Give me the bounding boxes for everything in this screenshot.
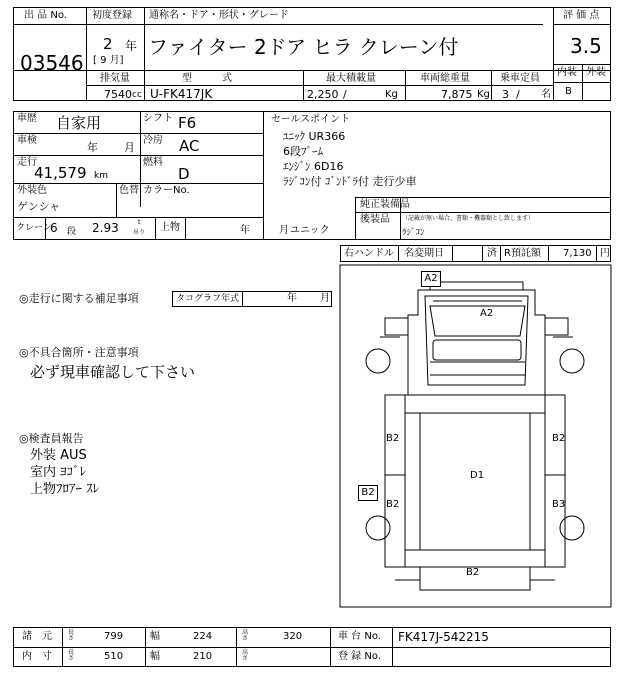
spec-length-label: 長さ [67, 629, 74, 642]
mileage-value: 41,579 [34, 164, 87, 182]
inspector-line-3: 上物ﾌﾛｱｰ ｽﾚ [30, 482, 100, 497]
wheel-rear-left [366, 516, 390, 540]
damage-code-b2-box: B2 [358, 485, 378, 501]
crane-stage-unit: 段 [67, 227, 77, 237]
max-load-separator: / [343, 88, 347, 101]
sales-point-2: 6段ﾌﾞｰﾑ [283, 145, 323, 158]
history-value: 自家用 [56, 114, 102, 132]
gross-weight-label: 車両総重量 [420, 73, 470, 84]
damage-code-b3-right: B3 [552, 499, 566, 510]
model-type-label: 型 式 [182, 73, 232, 84]
displacement-label: 排気量 [100, 73, 130, 84]
defects-title: ◎不具合箇所・注意事項 [19, 346, 139, 359]
chassis-number: FK417J-542215 [398, 630, 489, 644]
recycle-deposit-label: R預託額 [504, 248, 541, 259]
damage-code-b2-lower-left: B2 [386, 499, 400, 510]
tachograph-month-unit: 月 [320, 293, 330, 304]
interior-grade: B [565, 86, 572, 97]
spec-dimensions-label: 諸 元 [22, 631, 52, 642]
gross-weight-unit: Kg [477, 89, 490, 100]
recycle-unit: 円 [600, 248, 610, 259]
damage-code-a2-cab: A2 [480, 308, 494, 319]
max-load-unit: Kg [385, 89, 398, 100]
interior-dimensions-label: 内 寸 [22, 651, 52, 662]
spec-height-value: 320 [283, 631, 303, 642]
mileage-label: 走行 [17, 157, 37, 168]
upper-year-unit: 年 [240, 225, 250, 236]
wheel-front-left [366, 349, 390, 373]
registration-year-unit: 年 [125, 39, 138, 53]
spec-height-label: 高さ [241, 629, 248, 642]
damage-code-d1: D1 [470, 470, 485, 481]
crane-hook-unit: 吊り [133, 229, 146, 236]
interior-width-value: 210 [193, 651, 213, 662]
spec-width-value: 224 [193, 631, 213, 642]
fuel-label: 燃料 [143, 157, 163, 168]
spec-length-value: 799 [104, 631, 124, 642]
interior-grade-label: 内装 [557, 67, 577, 78]
mileage-unit: km [94, 171, 108, 181]
mirror-right [545, 318, 568, 335]
upper-body-label: 上物 [160, 222, 180, 233]
upper-maker: ユニック [290, 225, 330, 236]
aftermarket-item: ﾗｼﾞｺﾝ [402, 228, 425, 238]
inspector-line-2: 室内 ﾖｺﾞﾚ [30, 465, 87, 480]
gross-weight-value: 7,875 [441, 88, 473, 101]
driving-notes-title: ◎走行に関する補足事項 [19, 292, 139, 305]
displacement-unit: cc [132, 90, 142, 100]
interior-length-label: 長さ [67, 649, 74, 662]
model-name-label: 通称名・ドア・形状・グレード [149, 10, 289, 21]
sales-point-3: ｴﾝｼﾞﾝ 6D16 [283, 160, 344, 173]
capacity-label: 乗車定員 [500, 73, 540, 84]
body-color-label: 外装色 [17, 185, 47, 196]
aftermarket-note: （記載が無い場合、書類・機器類とし致します） [402, 215, 535, 222]
wheel-front-right [560, 349, 584, 373]
diagram-frame [340, 265, 611, 607]
capacity-value: 3 [502, 88, 509, 101]
sales-point-4: ﾗｼﾞｺﾝ付 ｺﾞﾝﾄﾞﾗ付 走行少車 [283, 175, 417, 188]
name-change-label: 名変期日 [404, 248, 444, 259]
spec-width-label: 幅 [150, 631, 160, 642]
recycle-amount: 7,130 [563, 248, 592, 259]
lot-number-label: 出 品 No. [24, 10, 67, 21]
sales-point-label: セールスポイント [271, 114, 351, 125]
exterior-grade-label: 外装 [586, 67, 606, 78]
tachograph-label: タコグラフ年式 [176, 294, 240, 304]
shift-value: F6 [178, 114, 197, 132]
sales-point-1: ﾕﾆｯｸ UR366 [283, 130, 346, 143]
history-label: 車歴 [17, 113, 37, 124]
wheel-rear-right [560, 516, 584, 540]
body-color-value: ゲンシャ [17, 200, 61, 213]
capacity-separator: / [516, 88, 520, 101]
registration-month: [ 9 月] [93, 55, 124, 66]
registration-number-label: 登 録 No. [338, 651, 381, 662]
tachograph-year-unit: 年 [287, 293, 297, 304]
damage-code-b2-left: B2 [386, 433, 400, 444]
inspector-line-1: 外装 AUS [30, 448, 87, 463]
interior-length-value: 510 [104, 651, 124, 662]
damage-code-b2-right: B2 [552, 433, 566, 444]
chassis-number-label: 車 台 No. [338, 631, 381, 642]
inspection-label: 車検 [17, 135, 37, 146]
interior-height-label: 高さ [241, 649, 248, 662]
cargo-bed [405, 395, 545, 567]
ac-label: 冷房 [143, 135, 163, 146]
inspection-year-unit: 年 [87, 141, 98, 154]
lot-number: 03546 [20, 51, 84, 75]
right-hand-drive: 右ハンドル [344, 248, 394, 259]
crane-ton-unit: t [138, 219, 141, 226]
inspection-month-unit: 月 [124, 141, 135, 154]
model-code: U-FK417JK [150, 87, 213, 101]
capacity-unit: 名 [541, 89, 551, 100]
crane-capacity: 2.93 [92, 221, 119, 235]
crane-stages: 6 [50, 221, 58, 235]
recycle-paid: 済 [487, 248, 497, 259]
registration-year: 2 [103, 35, 113, 53]
damage-code-a2-front: A2 [421, 271, 441, 287]
shift-label: シフト [143, 113, 173, 124]
displacement-value: 7540 [104, 88, 132, 101]
color-change-label: 色替 [119, 185, 139, 196]
first-registration-label: 初度登録 [92, 10, 132, 21]
color-code-label: カラーNo. [143, 185, 190, 196]
defects-text: 必ず現車確認して下さい [30, 363, 196, 381]
aftermarket-label: 後装品 [360, 214, 390, 225]
windshield [430, 306, 525, 336]
fuel-value: D [178, 165, 190, 183]
interior-width-label: 幅 [150, 651, 160, 662]
damage-code-b2-rear: B2 [466, 567, 480, 578]
max-load-value: 2,250 [307, 88, 339, 101]
model-name: ファイター 2ドア ヒラ クレーン付 [148, 35, 459, 59]
grade-label: 評 価 点 [563, 10, 600, 21]
evaluation-score: 3.5 [570, 34, 602, 58]
ac-value: AC [179, 137, 200, 155]
mirror-left [385, 318, 408, 335]
max-load-label: 最大積載量 [326, 73, 376, 84]
crane-label: クレーン [16, 223, 52, 233]
inspector-report-title: ◎検査員報告 [19, 432, 84, 445]
genuine-equipment-label: 純正装備品 [360, 199, 410, 210]
upper-month-unit: 月 [279, 225, 289, 236]
